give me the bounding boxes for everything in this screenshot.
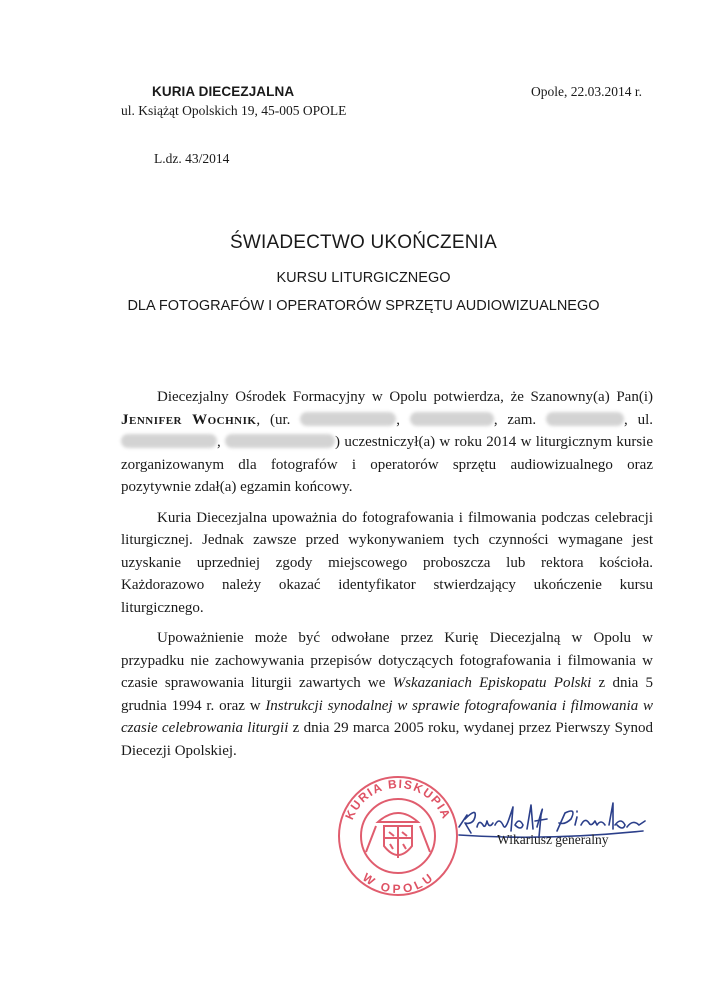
address-label: , zam. xyxy=(493,411,546,428)
redacted-city xyxy=(546,412,624,426)
organization-address: ul. Książąt Opolskich 19, 45-005 OPOLE xyxy=(121,103,347,118)
revocation-text-c: z dnia 29 marca 2005 roku, wydanej przez Pierwszy Synod Diecezji Opolskiej. xyxy=(121,720,654,759)
confirmation-intro: Diecezjalny Ośrodek Formacyjny w Opolu potwierdza, że Szanowny(a) Pan(i) xyxy=(157,389,653,405)
stamp-text-bottom: W OPOLU xyxy=(360,869,437,896)
participant-name: Jennifer Wochnik xyxy=(121,411,257,428)
revocation-text-a: Upoważnienie może być odwołane przez Kurię Diecezjalną w Opolu w przypadku nie zachowywania przepisów dotyczących fotografowania i filmowania w czasie sprawowania liturgii zawartych we xyxy=(121,630,653,691)
revocation-text-b: z dnia 5 grudnia 1994 r. oraz w xyxy=(121,675,654,714)
document-reference-synod-instruction: Instrukcji synodalnej w sprawie fotografowania i filmowania w czasie celebrowania liturgii xyxy=(121,697,653,736)
signatory-title: Wikariusz generalny xyxy=(497,832,609,847)
document-date: Opole, 22.03.2014 r. xyxy=(531,84,642,99)
document-title: ŚWIADECTWO UKOŃCZENIA xyxy=(229,232,498,253)
document-subtitle-audience: DLA FOTOGRAFÓW I OPERATORÓW SPRZĘTU AUDIOWIZUALNEGO xyxy=(127,298,600,314)
confirmation-rest: ) uczestniczył(a) w roku 2014 w liturgicznym kursie zorganizowanym dla fotografów i operatorów sprzętu audiowizualnego oraz pozytywnie zdał(a) egzamin końcowy. xyxy=(121,434,654,495)
paragraph-confirmation xyxy=(121,386,653,499)
reference-number: L.dz. 43/2014 xyxy=(154,151,230,166)
redacted-street xyxy=(121,434,217,448)
paragraph-authorization: Kuria Diecezjalna upoważnia do fotografowania i filmowania podczas celebracji liturgicznej. Jednak zawsze przed wykonywaniem tych czynności wymagane jest uzyskanie uprzedniej zgody miejscowego proboszcza lub rektora kościoła. Każdorazowo należy okazać identyfikator stwierdzający ukończenie kursu liturgicznego. xyxy=(121,509,653,616)
redacted-birth-place xyxy=(410,412,494,426)
comma-separator: , xyxy=(396,411,410,428)
street-label: , ul. xyxy=(624,411,654,428)
paragraph-revocation xyxy=(121,627,653,762)
document-subtitle-course: KURSU LITURGICZNEGO xyxy=(276,270,451,286)
certificate-body xyxy=(121,386,653,770)
redacted-birth-date xyxy=(300,412,396,426)
birth-label: , (ur. xyxy=(256,411,301,428)
document-reference-episcopate: Wskazaniach Episkopatu Polski xyxy=(392,675,592,691)
stamp-text-top: KURIA BISKUPIA xyxy=(342,776,454,822)
curia-stamp xyxy=(336,774,460,898)
organization-name: KURIA DIECEZJALNA xyxy=(152,84,295,99)
comma-separator: , xyxy=(217,434,226,450)
redacted-house-number xyxy=(225,434,335,448)
